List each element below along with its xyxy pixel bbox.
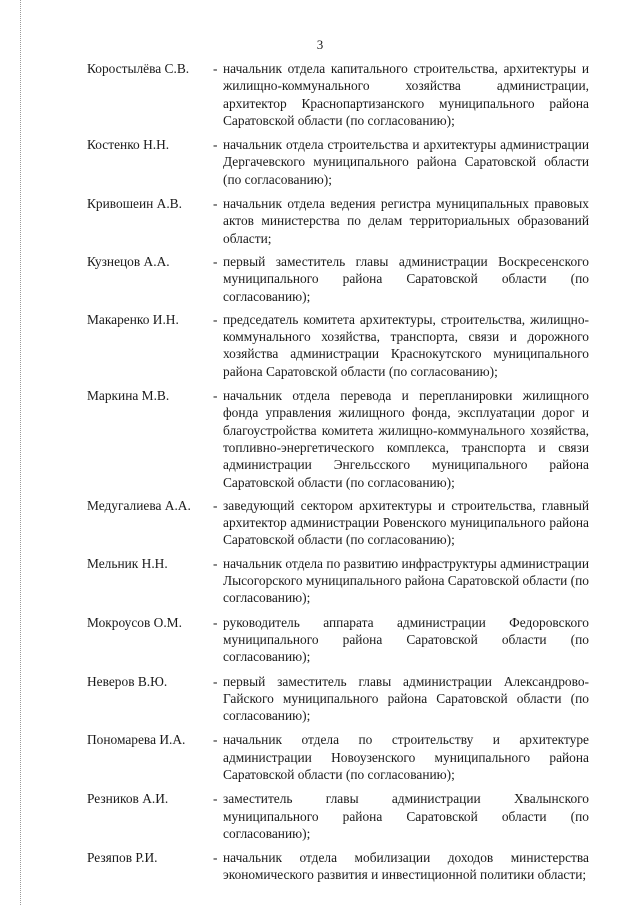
member-name: Макаренко И.Н.	[87, 311, 179, 327]
member-position: начальник отдела строительства и архитектуры администрации Дергачевского муниципального района Саратовской области (по согласованию);	[223, 137, 589, 187]
member-name: Маркина М.В.	[87, 388, 170, 404]
list-item	[0, 790, 640, 842]
member-position: начальник отдела ведения регистра муниципальных правовых актов министерства по делам территориальных образований области;	[223, 196, 589, 246]
dash: -	[213, 673, 218, 689]
member-name: Костенко Н.Н.	[87, 137, 170, 153]
list-item	[0, 195, 640, 247]
member-position: начальник отдела по развитию инфраструктуры администрации Лысогорского муниципального района Саратовской области (по согласованию);	[223, 555, 589, 606]
member-name: Кузнецов А.А.	[87, 253, 170, 269]
member-position: заместитель главы администрации Хвалынского муниципального района Саратовской области (по согласованию);	[223, 791, 589, 841]
list-item	[0, 311, 640, 380]
dash: -	[213, 196, 218, 212]
member-position: первый заместитель главы администрации Воскресенского муниципального района Саратовской области (по согласованию);	[223, 253, 589, 304]
member-name: Мельник Н.Н.	[87, 555, 168, 571]
member-position: руководитель аппарата администрации Федоровского муниципального района Саратовской области (по согласованию);	[223, 614, 589, 665]
member-name: Пономарева И.А.	[87, 732, 186, 748]
list-item	[0, 497, 640, 549]
list-item	[0, 387, 640, 491]
dash: -	[213, 253, 218, 269]
dash: -	[213, 614, 218, 630]
member-name: Резников А.И.	[87, 791, 169, 807]
member-name: Кривошеин А.В.	[87, 196, 182, 212]
dash: -	[213, 388, 218, 404]
member-position: начальник отдела перевода и перепланировки жилищного фонда управления жилищного фонда, эксплуатации дорог и благоустройства комитета жилищно-коммунального хозяйства, топливно-энергетического комплекса, транспорта и связи администрации Энгельсского муниципального района Саратовской области (по согласованию);	[223, 388, 589, 490]
member-position: первый заместитель главы администрации Александрово-Гайского муниципального района Саратовской области (по согласованию);	[223, 673, 589, 724]
member-position: начальник отдела по строительству и архитектуре администрации Новоузенского муниципального района Саратовской области (по согласованию);	[223, 732, 589, 782]
list-item	[0, 673, 640, 725]
member-position: начальник отдела мобилизации доходов министерства экономического развития и инвестиционной политики области;	[223, 850, 589, 883]
dash: -	[213, 311, 218, 327]
dash: -	[213, 555, 218, 571]
member-name: Мокроусов О.М.	[87, 614, 182, 630]
dash: -	[213, 497, 218, 513]
member-name: Медугалиева А.А.	[87, 497, 191, 513]
list-item	[0, 60, 640, 129]
member-name: Неверов В.Ю.	[87, 673, 168, 689]
member-position: начальник отдела капитального строительства, архитектуры и жилищно-коммунального хозяйства администрации, архитектор Краснопартизанского муниципального района Саратовской области (по согласованию);	[223, 61, 589, 128]
list-item	[0, 555, 640, 607]
member-name: Резяпов Р.И.	[87, 850, 158, 866]
dash: -	[213, 791, 218, 807]
list-item	[0, 614, 640, 666]
member-position: заведующий сектором архитектуры и строительства, главный архитектор администрации Ровенского муниципального района Саратовской области (по согласованию);	[223, 497, 589, 548]
page-number: 3	[316, 37, 324, 52]
dash: -	[213, 850, 218, 866]
list-item	[0, 136, 640, 188]
list-item	[0, 731, 640, 783]
list-item	[0, 849, 640, 884]
dash: -	[213, 732, 218, 748]
member-name: Коростылёва С.В.	[87, 61, 190, 76]
member-position: председатель комитета архитектуры, строительства, жилищно-коммунального хозяйства, транспорта, связи и дорожного хозяйства администрации Краснокутского муниципального района Саратовской области (по согласованию);	[223, 311, 589, 379]
list-item	[0, 253, 640, 305]
member-list	[0, 60, 640, 884]
dash: -	[213, 61, 218, 76]
dash: -	[213, 137, 218, 153]
